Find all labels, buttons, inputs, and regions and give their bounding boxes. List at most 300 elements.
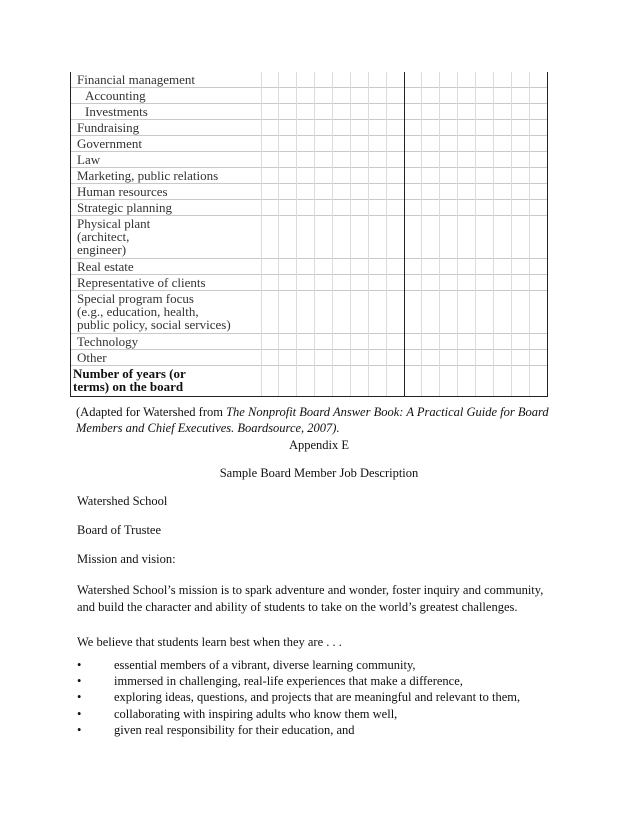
grid-cell	[315, 350, 333, 366]
appendix-heading: Appendix E	[288, 438, 350, 452]
grid-cell	[493, 291, 511, 334]
grid-cell	[529, 366, 547, 396]
grid-cell	[422, 350, 440, 366]
grid-cell	[476, 88, 494, 104]
grid-cell	[529, 200, 547, 216]
grid-cell	[261, 275, 279, 291]
grid-cell	[422, 104, 440, 120]
grid-cell	[368, 275, 386, 291]
grid-cell	[404, 350, 422, 366]
grid-cell	[261, 366, 279, 396]
grid-cell	[279, 366, 297, 396]
grid-cell	[493, 136, 511, 152]
grid-cell	[333, 259, 351, 275]
grid-cell	[511, 152, 529, 168]
table-row	[71, 88, 547, 104]
grid-cell	[529, 152, 547, 168]
grid-cell	[458, 72, 476, 88]
grid-cell	[404, 275, 422, 291]
grid-cell	[511, 200, 529, 216]
grid-cell	[476, 366, 494, 396]
grid-cell	[333, 104, 351, 120]
grid-cell	[315, 136, 333, 152]
total-row	[71, 366, 547, 396]
grid-cell	[297, 72, 315, 88]
skill-label: Marketing, public relations	[71, 168, 261, 184]
grid-cell	[493, 259, 511, 275]
grid-cell	[458, 88, 476, 104]
grid-cell	[404, 216, 422, 259]
grid-cell	[279, 72, 297, 88]
grid-cell	[315, 104, 333, 120]
grid-cell	[261, 259, 279, 275]
grid-cell	[386, 366, 404, 396]
grid-cell	[529, 104, 547, 120]
grid-cell	[493, 366, 511, 396]
grid-cell	[386, 200, 404, 216]
grid-cell	[261, 88, 279, 104]
table-row	[71, 72, 547, 88]
board-skills-matrix	[70, 72, 548, 397]
grid-cell	[297, 350, 315, 366]
grid-cell	[476, 136, 494, 152]
bullet-icon: •	[77, 658, 82, 672]
grid-cell	[493, 152, 511, 168]
grid-cell	[315, 216, 333, 259]
grid-cell	[404, 120, 422, 136]
skill-label: Investments	[71, 104, 261, 120]
table-row	[71, 216, 547, 259]
grid-cell	[261, 350, 279, 366]
grid-cell	[458, 259, 476, 275]
grid-cell	[440, 88, 458, 104]
grid-cell	[422, 200, 440, 216]
grid-cell	[440, 104, 458, 120]
grid-cell	[279, 136, 297, 152]
grid-cell	[476, 168, 494, 184]
grid-cell	[279, 104, 297, 120]
grid-cell	[350, 168, 368, 184]
grid-cell	[386, 136, 404, 152]
table-row	[71, 334, 547, 350]
grid-cell	[404, 259, 422, 275]
grid-cell	[386, 275, 404, 291]
school-name: Watershed School	[77, 494, 168, 508]
grid-cell	[350, 291, 368, 334]
grid-cell	[404, 72, 422, 88]
grid-cell	[368, 200, 386, 216]
grid-cell	[368, 291, 386, 334]
grid-cell	[404, 88, 422, 104]
grid-cell	[493, 104, 511, 120]
grid-cell	[422, 152, 440, 168]
grid-cell	[315, 184, 333, 200]
grid-cell	[350, 366, 368, 396]
grid-cell	[493, 120, 511, 136]
grid-cell	[440, 259, 458, 275]
grid-cell	[493, 350, 511, 366]
list-item	[77, 673, 577, 689]
grid-cell	[297, 152, 315, 168]
grid-cell	[261, 136, 279, 152]
grid-cell	[511, 104, 529, 120]
list-item	[77, 722, 577, 738]
grid-cell	[458, 366, 476, 396]
grid-cell	[315, 200, 333, 216]
grid-cell	[511, 72, 529, 88]
grid-cell	[493, 168, 511, 184]
table-row	[71, 120, 547, 136]
grid-cell	[368, 136, 386, 152]
grid-cell	[511, 88, 529, 104]
grid-cell	[279, 88, 297, 104]
belief-list	[77, 657, 577, 738]
grid-cell	[333, 168, 351, 184]
grid-cell	[529, 120, 547, 136]
grid-cell	[386, 334, 404, 350]
grid-cell	[368, 168, 386, 184]
grid-cell	[386, 72, 404, 88]
grid-cell	[458, 120, 476, 136]
grid-cell	[297, 275, 315, 291]
grid-cell	[368, 88, 386, 104]
skill-label: Human resources	[71, 184, 261, 200]
grid-cell	[333, 216, 351, 259]
grid-cell	[350, 88, 368, 104]
grid-cell	[404, 291, 422, 334]
grid-cell	[511, 120, 529, 136]
grid-cell	[333, 366, 351, 396]
grid-cell	[386, 120, 404, 136]
grid-cell	[386, 350, 404, 366]
grid-cell	[422, 120, 440, 136]
grid-cell	[279, 259, 297, 275]
grid-cell	[511, 291, 529, 334]
grid-cell	[315, 72, 333, 88]
grid-cell	[261, 200, 279, 216]
grid-cell	[279, 168, 297, 184]
grid-cell	[315, 259, 333, 275]
grid-cell	[297, 291, 315, 334]
grid-cell	[404, 184, 422, 200]
grid-cell	[368, 216, 386, 259]
skill-label: Physical plant (architect, engineer)	[71, 216, 261, 259]
grid-cell	[493, 72, 511, 88]
grid-cell	[315, 152, 333, 168]
table-row	[71, 104, 547, 120]
list-item	[77, 657, 577, 673]
grid-cell	[476, 275, 494, 291]
grid-cell	[422, 334, 440, 350]
grid-cell	[368, 104, 386, 120]
mission-text: Watershed School’s mission is to spark adventure and wonder, foster inquiry and community, and build the character and ability of students to take on the world’s greatest challenges.	[77, 583, 544, 614]
mission-heading: Mission and vision:	[77, 552, 176, 566]
grid-cell	[261, 216, 279, 259]
table-row	[71, 152, 547, 168]
grid-cell	[511, 136, 529, 152]
grid-cell	[458, 200, 476, 216]
grid-cell	[297, 136, 315, 152]
grid-cell	[476, 120, 494, 136]
grid-cell	[422, 72, 440, 88]
grid-cell	[333, 152, 351, 168]
bullet-icon: •	[77, 674, 82, 689]
grid-cell	[440, 291, 458, 334]
grid-cell	[476, 350, 494, 366]
grid-cell	[350, 216, 368, 259]
grid-cell	[476, 72, 494, 88]
grid-cell	[422, 291, 440, 334]
bullet-icon: •	[77, 706, 82, 721]
grid-cell	[422, 168, 440, 184]
skill-label: Real estate	[71, 259, 261, 275]
grid-cell	[458, 216, 476, 259]
grid-cell	[458, 104, 476, 120]
grid-cell	[529, 350, 547, 366]
grid-cell	[476, 216, 494, 259]
grid-cell	[422, 136, 440, 152]
grid-cell	[297, 88, 315, 104]
grid-cell	[440, 275, 458, 291]
grid-cell	[440, 168, 458, 184]
grid-cell	[458, 136, 476, 152]
grid-cell	[440, 216, 458, 259]
grid-cell	[279, 216, 297, 259]
grid-cell	[458, 152, 476, 168]
grid-cell	[458, 275, 476, 291]
skill-label: Other	[71, 350, 261, 366]
grid-cell	[350, 334, 368, 350]
citation-book-title: The Nonprofit Board Answer Book: A Practical Guide for Board Members and Chief Executives. Boardsource, 2007).	[76, 405, 549, 435]
list-item-text: given real responsibility for their education, and	[114, 722, 355, 737]
skill-label: Representative of clients	[71, 275, 261, 291]
grid-cell	[261, 291, 279, 334]
grid-cell	[476, 184, 494, 200]
grid-cell	[315, 275, 333, 291]
grid-cell	[297, 366, 315, 396]
grid-cell	[493, 88, 511, 104]
grid-cell	[368, 366, 386, 396]
grid-cell	[493, 184, 511, 200]
grid-cell	[333, 184, 351, 200]
grid-cell	[422, 216, 440, 259]
grid-cell	[440, 350, 458, 366]
skill-label: Special program focus (e.g., education, health, public policy, social services)	[71, 291, 261, 334]
grid-cell	[368, 350, 386, 366]
grid-cell	[279, 152, 297, 168]
table-row	[71, 275, 547, 291]
grid-cell	[350, 136, 368, 152]
skill-label: Law	[71, 152, 261, 168]
grid-cell	[440, 120, 458, 136]
grid-cell	[315, 334, 333, 350]
grid-cell	[333, 334, 351, 350]
table-row	[71, 168, 547, 184]
grid-cell	[386, 104, 404, 120]
grid-cell	[529, 168, 547, 184]
grid-cell	[440, 334, 458, 350]
grid-cell	[368, 259, 386, 275]
grid-cell	[440, 366, 458, 396]
grid-cell	[493, 216, 511, 259]
grid-cell	[350, 120, 368, 136]
grid-cell	[315, 88, 333, 104]
grid-cell	[493, 200, 511, 216]
grid-cell	[261, 168, 279, 184]
grid-cell	[529, 216, 547, 259]
board-name: Board of Trustee	[77, 523, 162, 537]
grid-cell	[404, 152, 422, 168]
grid-cell	[511, 168, 529, 184]
skill-label: Fundraising	[71, 120, 261, 136]
grid-cell	[279, 350, 297, 366]
grid-cell	[350, 275, 368, 291]
grid-cell	[368, 334, 386, 350]
grid-cell	[368, 120, 386, 136]
citation-prefix: (Adapted for Watershed from	[76, 405, 227, 419]
grid-cell	[511, 259, 529, 275]
grid-cell	[386, 168, 404, 184]
list-item-text: immersed in challenging, real-life experiences that make a difference,	[114, 674, 463, 689]
grid-cell	[529, 88, 547, 104]
grid-cell	[529, 275, 547, 291]
belief-intro: We believe that students learn best when they are . . .	[77, 635, 342, 649]
list-item-text: essential members of a vibrant, diverse learning community,	[114, 658, 416, 672]
grid-cell	[333, 350, 351, 366]
grid-cell	[279, 184, 297, 200]
grid-cell	[350, 72, 368, 88]
grid-cell	[476, 152, 494, 168]
grid-cell	[422, 259, 440, 275]
grid-cell	[297, 104, 315, 120]
grid-cell	[261, 184, 279, 200]
grid-cell	[404, 366, 422, 396]
list-item-text: exploring ideas, questions, and projects that are meaningful and relevant to them,	[114, 690, 521, 705]
grid-cell	[493, 334, 511, 350]
grid-cell	[386, 184, 404, 200]
list-item-text: collaborating with inspiring adults who know them well,	[114, 706, 398, 721]
grid-cell	[279, 275, 297, 291]
grid-cell	[333, 200, 351, 216]
grid-cell	[440, 184, 458, 200]
grid-cell	[386, 88, 404, 104]
grid-cell	[297, 200, 315, 216]
grid-cell	[350, 184, 368, 200]
grid-cell	[333, 120, 351, 136]
table-row	[71, 200, 547, 216]
grid-cell	[404, 136, 422, 152]
grid-cell	[458, 334, 476, 350]
grid-cell	[297, 168, 315, 184]
grid-cell	[297, 334, 315, 350]
skills-table	[71, 72, 547, 396]
grid-cell	[315, 291, 333, 334]
list-item	[77, 706, 577, 722]
grid-cell	[511, 184, 529, 200]
list-item	[77, 689, 577, 705]
grid-cell	[261, 152, 279, 168]
grid-cell	[261, 334, 279, 350]
grid-cell	[529, 259, 547, 275]
grid-cell	[458, 184, 476, 200]
grid-cell	[261, 120, 279, 136]
grid-cell	[511, 334, 529, 350]
grid-cell	[511, 275, 529, 291]
grid-cell	[529, 334, 547, 350]
grid-cell	[404, 168, 422, 184]
skill-label: Financial management	[77, 72, 196, 87]
doc-title: Sample Board Member Job Description	[219, 466, 419, 480]
grid-cell	[529, 291, 547, 334]
grid-cell	[315, 168, 333, 184]
grid-cell	[476, 291, 494, 334]
grid-cell	[297, 184, 315, 200]
grid-cell	[315, 120, 333, 136]
skill-label: Technology	[71, 334, 261, 350]
grid-cell	[333, 72, 351, 88]
grid-cell	[333, 136, 351, 152]
grid-cell	[493, 275, 511, 291]
grid-cell	[279, 200, 297, 216]
grid-cell	[333, 291, 351, 334]
grid-cell	[440, 72, 458, 88]
grid-cell	[422, 275, 440, 291]
grid-cell	[386, 216, 404, 259]
skill-label: Government	[71, 136, 261, 152]
grid-cell	[404, 334, 422, 350]
grid-cell	[440, 152, 458, 168]
grid-cell	[440, 136, 458, 152]
grid-cell	[386, 152, 404, 168]
grid-cell	[529, 184, 547, 200]
grid-cell	[511, 216, 529, 259]
skill-label: Accounting	[71, 88, 261, 104]
grid-cell	[422, 366, 440, 396]
grid-cell	[476, 334, 494, 350]
bullet-icon: •	[77, 690, 82, 705]
bullet-icon: •	[77, 722, 82, 737]
grid-cell	[333, 88, 351, 104]
grid-cell	[350, 152, 368, 168]
grid-cell	[440, 200, 458, 216]
grid-cell	[511, 366, 529, 396]
grid-cell	[368, 184, 386, 200]
grid-cell	[458, 350, 476, 366]
grid-cell	[350, 259, 368, 275]
skill-label: Strategic planning	[71, 200, 261, 216]
citation	[76, 404, 566, 436]
grid-cell	[279, 120, 297, 136]
table-row	[71, 291, 547, 334]
grid-cell	[368, 152, 386, 168]
grid-cell	[350, 200, 368, 216]
table-row	[71, 259, 547, 275]
grid-cell	[529, 136, 547, 152]
grid-cell	[529, 72, 547, 88]
table-row	[71, 184, 547, 200]
grid-cell	[386, 259, 404, 275]
grid-cell	[261, 72, 279, 88]
table-row	[71, 136, 547, 152]
grid-cell	[404, 104, 422, 120]
grid-cell	[458, 291, 476, 334]
grid-cell	[350, 350, 368, 366]
grid-cell	[368, 72, 386, 88]
grid-cell	[476, 259, 494, 275]
grid-cell	[511, 350, 529, 366]
grid-cell	[315, 366, 333, 396]
grid-cell	[261, 104, 279, 120]
